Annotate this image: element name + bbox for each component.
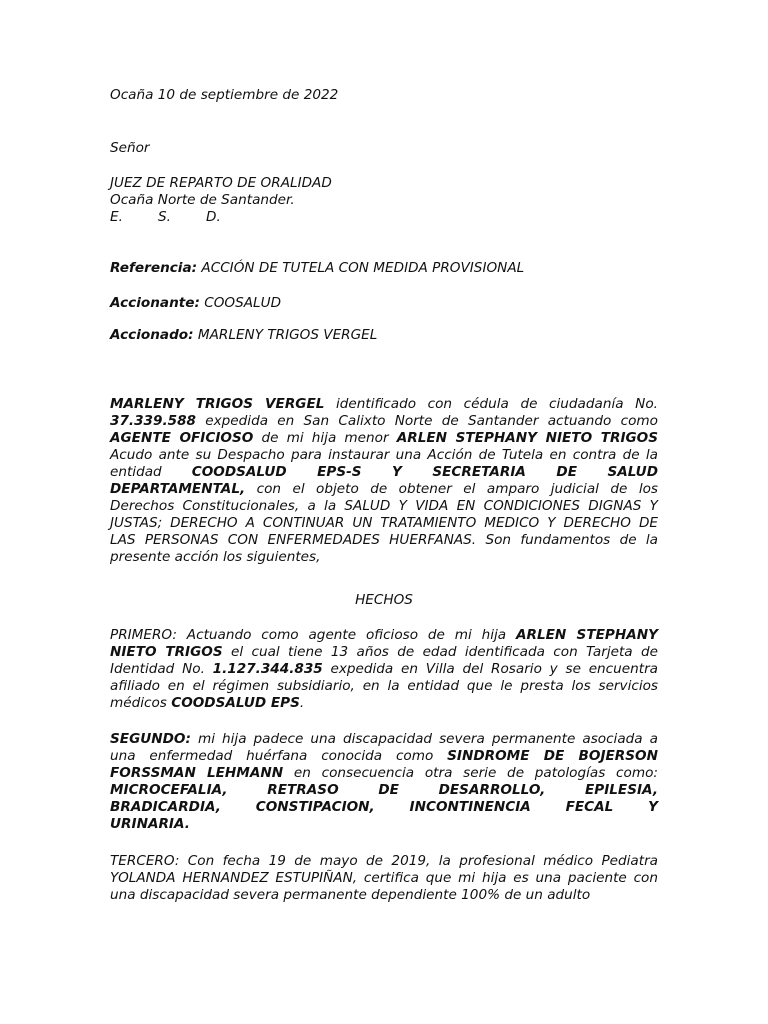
addressee-title: JUEZ DE REPARTO DE ORALIDAD [110,175,332,191]
salutation-text: Señor [110,140,150,156]
tercero-paragraph: TERCERO: Con fecha 19 de mayo de 2019, la profesional médico Pediatra YOLANDA HERNANDEZ ESTUPIÑAN, certifica que mi hija es una paciente con una discapacidad severa permanente dependiente 100% de un adulto [110,853,658,903]
referencia-value: ACCIÓN DE TUTELA CON MEDIDA PROVISIONAL [197,260,525,276]
referencia-label: Referencia: [110,260,198,276]
primero-paragraph: PRIMERO: Actuando como agente oficioso de mi hija ARLEN STEPHANY NIETO TRIGOS el cual tiene 13 años de edad identificada con Tarjeta de Identidad No. 1.127.344.835 expedida en Villa del Rosario y se encuentra afiliado en el régimen subsidiario, en la entidad que le presta los servicios médicos COODSALUD EPS. [110,627,658,711]
date-text: Ocaña 10 de septiembre de 2022 [110,87,339,103]
accionante-label: Accionante: [110,295,200,311]
addressee-block [110,175,658,226]
esd-s: S. [158,209,171,225]
date-line [110,87,658,104]
accionante-value: COOSALUD [199,295,282,311]
addressee-city: Ocaña Norte de Santander. [110,192,295,208]
accionante-line [110,295,658,312]
accionado-line [110,327,658,344]
esd-d: D. [206,209,221,225]
segundo-paragraph: SEGUNDO: mi hija padece una discapacidad severa permanente asociada a una enfermedad huérfana conocida como SINDROME DE BOJERSON FORSSMAN LEHMANN en consecuencia otra serie de patologías como: MICROCEFALIA, RETRASO DE DESARROLLO, EPILESIA, BRADICARDIA, CONSTIPACION, INCONTINENCIA FECAL Y URINARIA. [110,731,658,832]
accionado-label: Accionado: [110,327,194,343]
referencia-line [110,260,658,277]
intro-cedula: 37.339.588 [110,413,196,429]
hechos-heading: HECHOS [355,592,413,608]
intro-paragraph: MARLENY TRIGOS VERGEL identificado con cédula de ciudadanía No. 37.339.588 expedida en San Calixto Norte de Santander actuando como AGENTE OFICIOSO de mi hija menor ARLEN STEPHANY NIETO TRIGOS Acudo ante su Despacho para instaurar una Acción de Tutela en contra de la entidad COODSALUD EPS-S Y SECRETARIA DE SALUD DEPARTAMENTAL, con el objeto de obtener el amparo judicial de los Derechos Constitucionales, a la SALUD Y VIDA EN CONDICIONES DIGNAS Y JUSTAS; DERECHO A CONTINUAR UN TRATAMIENTO MEDICO Y DERECHO DE LAS PERSONAS CON ENFERMEDADES HUERFANAS. Son fundamentos de la presente acción los siguientes, [110,396,659,565]
intro-name: MARLENY TRIGOS VERGEL [110,396,325,412]
salutation [110,140,658,157]
esd-e: E. [110,209,123,225]
addressee-esd [110,209,658,226]
accionado-value: MARLENY TRIGOS VERGEL [193,327,378,343]
